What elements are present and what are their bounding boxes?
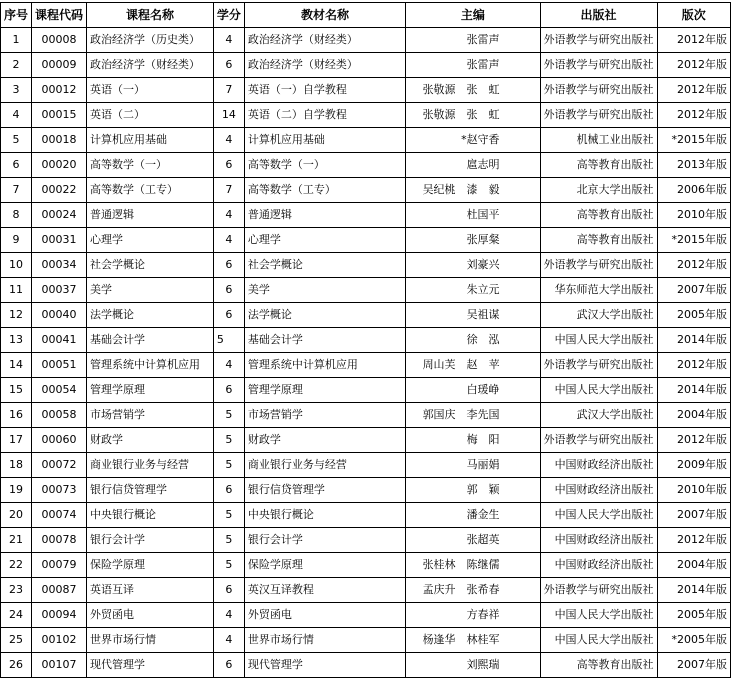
editor-cell: 方春祥 xyxy=(406,603,540,628)
credits-cell: 6 xyxy=(213,153,244,178)
textbook-name-cell: 普通逻辑 xyxy=(244,203,405,228)
header-row-number: 序号 xyxy=(1,3,32,28)
table-row xyxy=(1,228,731,253)
credits-cell: 4 xyxy=(213,628,244,653)
textbook-name-cell: 高等数学（一） xyxy=(244,153,405,178)
credits-cell: 6 xyxy=(213,478,244,503)
credits-cell: 5 xyxy=(213,453,244,478)
editor-cell: 张雷声 xyxy=(406,28,540,53)
table-body xyxy=(1,28,731,678)
publisher-cell: 中国人民大学出版社 xyxy=(540,378,657,403)
course-name-cell: 银行会计学 xyxy=(87,528,214,553)
editor-cell: 刘熙瑞 xyxy=(406,653,540,678)
publisher-cell: 武汉大学出版社 xyxy=(540,403,657,428)
publisher-cell: 中国财政经济出版社 xyxy=(540,553,657,578)
table-row xyxy=(1,478,731,503)
course-code-cell: 00054 xyxy=(32,378,87,403)
publisher-cell: 北京大学出版社 xyxy=(540,178,657,203)
course-code-cell: 00060 xyxy=(32,428,87,453)
publisher-cell: 高等教育出版社 xyxy=(540,653,657,678)
credits-cell: 5 xyxy=(213,553,244,578)
credits-cell: 6 xyxy=(213,53,244,78)
edition-cell: 2006年版 xyxy=(657,178,730,203)
course-code-cell: 00015 xyxy=(32,103,87,128)
editor-cell: 刘豪兴 xyxy=(406,253,540,278)
credits-cell: 4 xyxy=(213,28,244,53)
edition-cell: 2012年版 xyxy=(657,78,730,103)
row-number-cell: 14 xyxy=(1,353,32,378)
row-number-cell: 2 xyxy=(1,53,32,78)
edition-cell: 2007年版 xyxy=(657,653,730,678)
course-name-cell: 社会学概论 xyxy=(87,253,214,278)
credits-cell: 6 xyxy=(213,303,244,328)
textbook-name-cell: 英语（二）自学教程 xyxy=(244,103,405,128)
course-code-cell: 00072 xyxy=(32,453,87,478)
edition-cell: 2010年版 xyxy=(657,478,730,503)
edition-cell: *2015年版 xyxy=(657,228,730,253)
table-row xyxy=(1,428,731,453)
table-row xyxy=(1,403,731,428)
course-name-cell: 基础会计学 xyxy=(87,328,214,353)
row-number-cell: 16 xyxy=(1,403,32,428)
table-row xyxy=(1,178,731,203)
credits-cell: 5 xyxy=(213,528,244,553)
credits-cell: 4 xyxy=(213,353,244,378)
table-row xyxy=(1,328,731,353)
textbook-name-cell: 世界市场行情 xyxy=(244,628,405,653)
edition-cell: 2012年版 xyxy=(657,103,730,128)
course-name-cell: 商业银行业务与经营 xyxy=(87,453,214,478)
course-code-cell: 00009 xyxy=(32,53,87,78)
row-number-cell: 13 xyxy=(1,328,32,353)
header-publisher: 出版社 xyxy=(540,3,657,28)
editor-cell: 杜国平 xyxy=(406,203,540,228)
header-row xyxy=(1,3,731,28)
publisher-cell: 中国财政经济出版社 xyxy=(540,478,657,503)
course-code-cell: 00041 xyxy=(32,328,87,353)
editor-cell: 潘金生 xyxy=(406,503,540,528)
header-editor: 主编 xyxy=(406,3,540,28)
editor-cell: 张雷声 xyxy=(406,53,540,78)
table-row xyxy=(1,203,731,228)
editor-cell: 张厚粲 xyxy=(406,228,540,253)
course-code-cell: 00058 xyxy=(32,403,87,428)
row-number-cell: 22 xyxy=(1,553,32,578)
publisher-cell: 中国财政经济出版社 xyxy=(540,528,657,553)
editor-cell: 吴祖谋 xyxy=(406,303,540,328)
table-row xyxy=(1,278,731,303)
publisher-cell: 中国人民大学出版社 xyxy=(540,628,657,653)
edition-cell: *2015年版 xyxy=(657,128,730,153)
row-number-cell: 21 xyxy=(1,528,32,553)
editor-cell: 孟庆升 张希春 xyxy=(406,578,540,603)
textbook-name-cell: 现代管理学 xyxy=(244,653,405,678)
course-code-cell: 00107 xyxy=(32,653,87,678)
edition-cell: 2014年版 xyxy=(657,378,730,403)
editor-cell: 马丽娟 xyxy=(406,453,540,478)
edition-cell: 2012年版 xyxy=(657,53,730,78)
credits-cell: 6 xyxy=(213,578,244,603)
row-number-cell: 20 xyxy=(1,503,32,528)
course-name-cell: 心理学 xyxy=(87,228,214,253)
table-row xyxy=(1,578,731,603)
table-row xyxy=(1,553,731,578)
course-name-cell: 普通逻辑 xyxy=(87,203,214,228)
textbook-name-cell: 财政学 xyxy=(244,428,405,453)
row-number-cell: 18 xyxy=(1,453,32,478)
course-code-cell: 00008 xyxy=(32,28,87,53)
editor-cell: 郭国庆 李先国 xyxy=(406,403,540,428)
course-code-cell: 00022 xyxy=(32,178,87,203)
table-row xyxy=(1,603,731,628)
textbook-name-cell: 美学 xyxy=(244,278,405,303)
textbook-name-cell: 计算机应用基础 xyxy=(244,128,405,153)
course-code-cell: 00018 xyxy=(32,128,87,153)
publisher-cell: 外语教学与研究出版社 xyxy=(540,78,657,103)
course-name-cell: 现代管理学 xyxy=(87,653,214,678)
row-number-cell: 3 xyxy=(1,78,32,103)
course-name-cell: 法学概论 xyxy=(87,303,214,328)
course-name-cell: 高等数学（工专） xyxy=(87,178,214,203)
course-name-cell: 世界市场行情 xyxy=(87,628,214,653)
course-code-cell: 00079 xyxy=(32,553,87,578)
header-course-name: 课程名称 xyxy=(87,3,214,28)
course-code-cell: 00078 xyxy=(32,528,87,553)
row-number-cell: 26 xyxy=(1,653,32,678)
course-name-cell: 英语（二） xyxy=(87,103,214,128)
edition-cell: 2014年版 xyxy=(657,578,730,603)
row-number-cell: 12 xyxy=(1,303,32,328)
editor-cell: 白瑗峥 xyxy=(406,378,540,403)
publisher-cell: 高等教育出版社 xyxy=(540,203,657,228)
publisher-cell: 高等教育出版社 xyxy=(540,228,657,253)
credits-cell: 6 xyxy=(213,253,244,278)
textbook-name-cell: 政治经济学（财经类） xyxy=(244,53,405,78)
header-course-code: 课程代码 xyxy=(32,3,87,28)
row-number-cell: 15 xyxy=(1,378,32,403)
course-code-cell: 00051 xyxy=(32,353,87,378)
edition-cell: 2012年版 xyxy=(657,528,730,553)
table-row xyxy=(1,153,731,178)
header-edition: 版次 xyxy=(657,3,730,28)
table-row xyxy=(1,103,731,128)
credits-cell: 5 xyxy=(213,428,244,453)
edition-cell: 2010年版 xyxy=(657,203,730,228)
textbook-table xyxy=(0,2,731,678)
course-name-cell: 英语（一） xyxy=(87,78,214,103)
row-number-cell: 9 xyxy=(1,228,32,253)
credits-cell: 5 xyxy=(213,503,244,528)
publisher-cell: 外语教学与研究出版社 xyxy=(540,578,657,603)
course-name-cell: 政治经济学（财经类） xyxy=(87,53,214,78)
publisher-cell: 中国人民大学出版社 xyxy=(540,328,657,353)
credits-cell: 5 xyxy=(213,403,244,428)
course-code-cell: 00012 xyxy=(32,78,87,103)
row-number-cell: 19 xyxy=(1,478,32,503)
header-textbook-name: 教材名称 xyxy=(244,3,405,28)
edition-cell: 2004年版 xyxy=(657,403,730,428)
course-code-cell: 00024 xyxy=(32,203,87,228)
table-row xyxy=(1,303,731,328)
publisher-cell: 机械工业出版社 xyxy=(540,128,657,153)
publisher-cell: 中国人民大学出版社 xyxy=(540,603,657,628)
textbook-name-cell: 高等数学（工专） xyxy=(244,178,405,203)
edition-cell: 2005年版 xyxy=(657,603,730,628)
textbook-name-cell: 英语（一）自学教程 xyxy=(244,78,405,103)
editor-cell: 张敬源 张 虹 xyxy=(406,103,540,128)
table-row xyxy=(1,78,731,103)
edition-cell: 2005年版 xyxy=(657,303,730,328)
edition-cell: 2013年版 xyxy=(657,153,730,178)
course-code-cell: 00037 xyxy=(32,278,87,303)
editor-cell: *赵守香 xyxy=(406,128,540,153)
course-name-cell: 管理学原理 xyxy=(87,378,214,403)
course-name-cell: 管理系统中计算机应用 xyxy=(87,353,214,378)
publisher-cell: 外语教学与研究出版社 xyxy=(540,253,657,278)
course-code-cell: 00031 xyxy=(32,228,87,253)
edition-cell: 2012年版 xyxy=(657,428,730,453)
course-code-cell: 00087 xyxy=(32,578,87,603)
table-row xyxy=(1,628,731,653)
course-code-cell: 00094 xyxy=(32,603,87,628)
textbook-name-cell: 法学概论 xyxy=(244,303,405,328)
course-code-cell: 00020 xyxy=(32,153,87,178)
textbook-name-cell: 外贸函电 xyxy=(244,603,405,628)
publisher-cell: 中国财政经济出版社 xyxy=(540,453,657,478)
publisher-cell: 外语教学与研究出版社 xyxy=(540,103,657,128)
publisher-cell: 华东师范大学出版社 xyxy=(540,278,657,303)
textbook-name-cell: 管理系统中计算机应用 xyxy=(244,353,405,378)
course-code-cell: 00073 xyxy=(32,478,87,503)
credits-cell: 4 xyxy=(213,228,244,253)
editor-cell: 扈志明 xyxy=(406,153,540,178)
textbook-name-cell: 银行信贷管理学 xyxy=(244,478,405,503)
edition-cell: 2007年版 xyxy=(657,503,730,528)
edition-cell: 2012年版 xyxy=(657,353,730,378)
table-row xyxy=(1,128,731,153)
textbook-name-cell: 政治经济学（财经类） xyxy=(244,28,405,53)
header-credits: 学分 xyxy=(213,3,244,28)
textbook-name-cell: 社会学概论 xyxy=(244,253,405,278)
credits-cell: 4 xyxy=(213,128,244,153)
table-row xyxy=(1,503,731,528)
table-row xyxy=(1,53,731,78)
edition-cell: 2012年版 xyxy=(657,253,730,278)
table-row xyxy=(1,253,731,278)
publisher-cell: 中国人民大学出版社 xyxy=(540,503,657,528)
course-name-cell: 外贸函电 xyxy=(87,603,214,628)
credits-cell: 6 xyxy=(213,278,244,303)
course-code-cell: 00040 xyxy=(32,303,87,328)
publisher-cell: 外语教学与研究出版社 xyxy=(540,428,657,453)
editor-cell: 张桂林 陈继儒 xyxy=(406,553,540,578)
editor-cell: 徐 泓 xyxy=(406,328,540,353)
table-row xyxy=(1,378,731,403)
row-number-cell: 4 xyxy=(1,103,32,128)
editor-cell: 郭 颖 xyxy=(406,478,540,503)
credits-cell: 14 xyxy=(213,103,244,128)
edition-cell: 2014年版 xyxy=(657,328,730,353)
row-number-cell: 8 xyxy=(1,203,32,228)
row-number-cell: 5 xyxy=(1,128,32,153)
textbook-name-cell: 基础会计学 xyxy=(244,328,405,353)
row-number-cell: 7 xyxy=(1,178,32,203)
edition-cell: 2007年版 xyxy=(657,278,730,303)
textbook-name-cell: 商业银行业务与经营 xyxy=(244,453,405,478)
publisher-cell: 高等教育出版社 xyxy=(540,153,657,178)
row-number-cell: 23 xyxy=(1,578,32,603)
publisher-cell: 外语教学与研究出版社 xyxy=(540,53,657,78)
course-name-cell: 市场营销学 xyxy=(87,403,214,428)
publisher-cell: 外语教学与研究出版社 xyxy=(540,353,657,378)
course-code-cell: 00034 xyxy=(32,253,87,278)
textbook-name-cell: 中央银行概论 xyxy=(244,503,405,528)
row-number-cell: 17 xyxy=(1,428,32,453)
table-row xyxy=(1,653,731,678)
edition-cell: 2004年版 xyxy=(657,553,730,578)
credits-cell: 4 xyxy=(213,603,244,628)
textbook-name-cell: 管理学原理 xyxy=(244,378,405,403)
textbook-name-cell: 心理学 xyxy=(244,228,405,253)
editor-cell: 吴纪桃 漆 毅 xyxy=(406,178,540,203)
credits-cell: 7 xyxy=(213,78,244,103)
course-name-cell: 美学 xyxy=(87,278,214,303)
course-name-cell: 计算机应用基础 xyxy=(87,128,214,153)
course-name-cell: 高等数学（一） xyxy=(87,153,214,178)
textbook-name-cell: 保险学原理 xyxy=(244,553,405,578)
course-code-cell: 00074 xyxy=(32,503,87,528)
table-row xyxy=(1,453,731,478)
publisher-cell: 武汉大学出版社 xyxy=(540,303,657,328)
course-name-cell: 银行信贷管理学 xyxy=(87,478,214,503)
row-number-cell: 11 xyxy=(1,278,32,303)
editor-cell: 张敬源 张 虹 xyxy=(406,78,540,103)
course-name-cell: 财政学 xyxy=(87,428,214,453)
textbook-name-cell: 市场营销学 xyxy=(244,403,405,428)
editor-cell: 张超英 xyxy=(406,528,540,553)
editor-cell: 朱立元 xyxy=(406,278,540,303)
course-name-cell: 政治经济学（历史类） xyxy=(87,28,214,53)
edition-cell: 2009年版 xyxy=(657,453,730,478)
credits-cell: 5 xyxy=(213,328,244,353)
credits-cell: 6 xyxy=(213,653,244,678)
row-number-cell: 10 xyxy=(1,253,32,278)
row-number-cell: 25 xyxy=(1,628,32,653)
course-name-cell: 中央银行概论 xyxy=(87,503,214,528)
textbook-name-cell: 银行会计学 xyxy=(244,528,405,553)
course-name-cell: 保险学原理 xyxy=(87,553,214,578)
credits-cell: 4 xyxy=(213,203,244,228)
editor-cell: 周山芙 赵 苹 xyxy=(406,353,540,378)
course-name-cell: 英语互译 xyxy=(87,578,214,603)
credits-cell: 7 xyxy=(213,178,244,203)
row-number-cell: 24 xyxy=(1,603,32,628)
edition-cell: 2012年版 xyxy=(657,28,730,53)
edition-cell: *2005年版 xyxy=(657,628,730,653)
table-row xyxy=(1,528,731,553)
editor-cell: 杨逢华 林桂军 xyxy=(406,628,540,653)
publisher-cell: 外语教学与研究出版社 xyxy=(540,28,657,53)
row-number-cell: 1 xyxy=(1,28,32,53)
table-row xyxy=(1,28,731,53)
textbook-name-cell: 英汉互译教程 xyxy=(244,578,405,603)
credits-cell: 6 xyxy=(213,378,244,403)
table-row xyxy=(1,353,731,378)
row-number-cell: 6 xyxy=(1,153,32,178)
editor-cell: 梅 阳 xyxy=(406,428,540,453)
course-code-cell: 00102 xyxy=(32,628,87,653)
